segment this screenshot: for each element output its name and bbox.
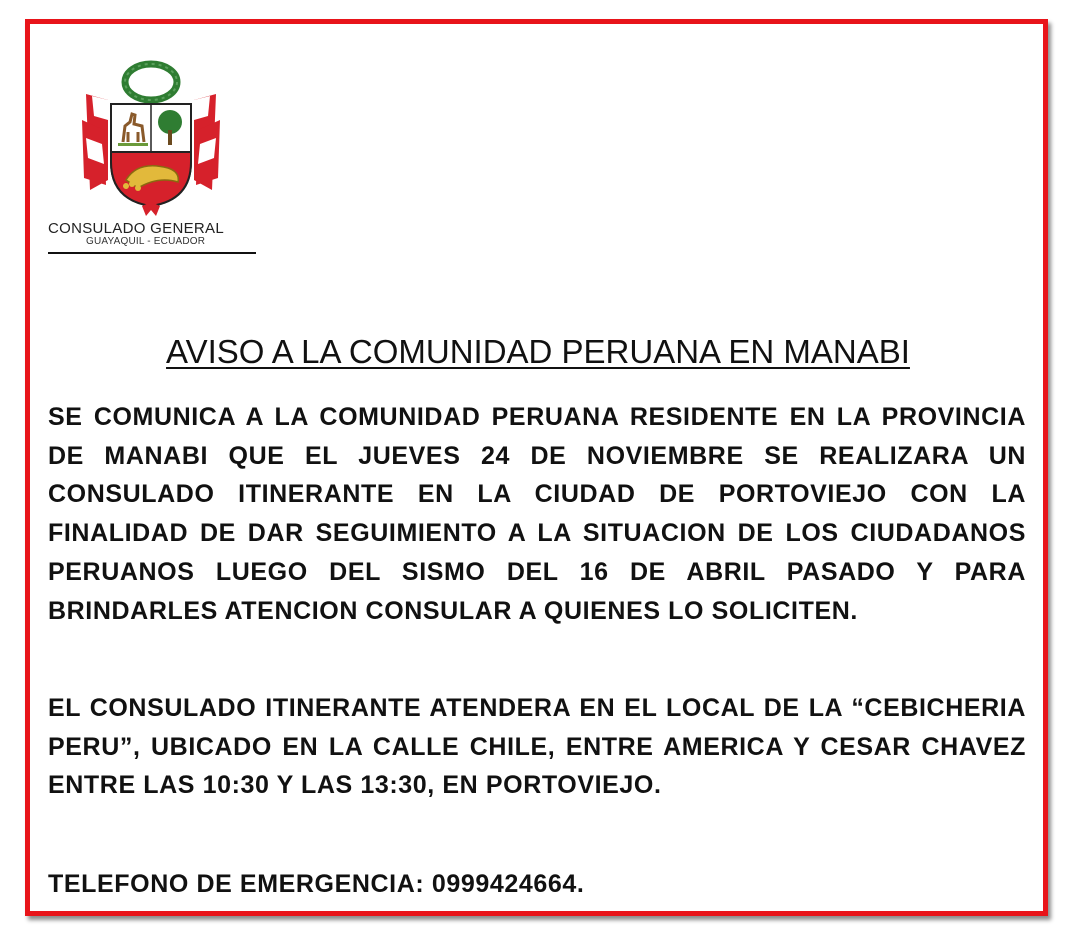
divider [48, 252, 256, 254]
emergency-phone: TELEFONO DE EMERGENCIA: 0999424664. [48, 870, 585, 898]
consulate-subtitle: GUAYAQUIL - ECUADOR [86, 236, 206, 247]
notice-heading-text: AVISO A LA COMUNIDAD PERUANA EN MANABI [166, 333, 910, 370]
notice-paragraph-1: SE COMUNICA A LA COMUNIDAD PERUANA RESIDENTE EN LA PROVINCIA DE MANABI QUE EL JUEVES 24 DE NOVIEMBRE SE REALIZARA UN CONSULADO ITINERANTE EN LA CIUDAD DE PORTOVIEJO CON LA FINALIDAD DE DAR SEGUIMIENTO A LA SITUACION DE LOS CIUDADANOS PERUANOS LUEGO DEL SISMO DEL 16 DE ABRIL PASADO Y PARA BRINDARLES ATENCION CONSULAR A QUIENES LO SOLICITEN. [48, 403, 1026, 625]
notice-paragraph-2: EL CONSULADO ITINERANTE ATENDERA EN EL LOCAL DE LA “CEBICHERIA PERU”, UBICADO EN LA CALLE CHILE, ENTRE AMERICA Y CESAR CHAVEZ ENTRE LAS 10:30 Y LAS 13:30, EN PORTOVIEJO. [48, 694, 1026, 800]
consulate-title: CONSULADO GENERAL [48, 220, 224, 237]
notice-heading [48, 333, 1028, 371]
peru-coat-of-arms-icon [78, 60, 224, 218]
